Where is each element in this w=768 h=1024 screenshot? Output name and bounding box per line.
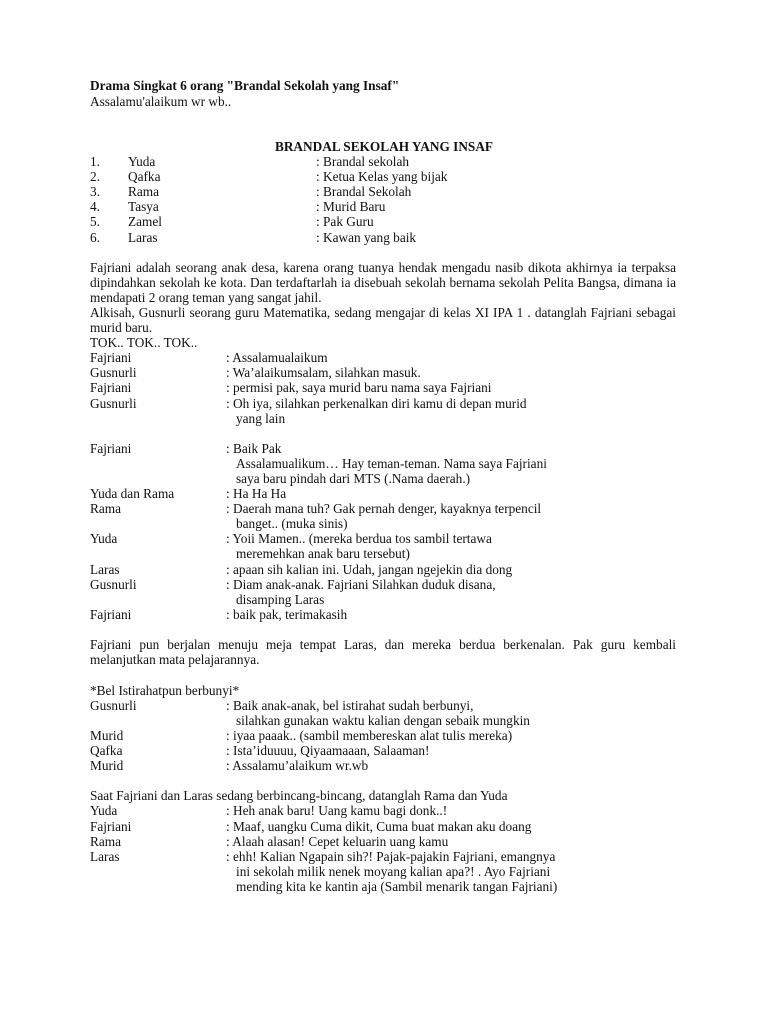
- narration-line: Saat Fajriani dan Laras sedang berbincang-bincang, datanglah Rama dan Yuda: [90, 788, 508, 803]
- dialogue-line: : Baik Pak: [226, 441, 282, 456]
- speaker-name: Gusnurli: [90, 365, 137, 380]
- cast-role: : Ketua Kelas yang bijak: [316, 169, 448, 184]
- speaker-name: Rama: [90, 834, 122, 849]
- dialogue-line: : permisi pak, saya murid baru nama saya Fajriani: [226, 380, 492, 395]
- cast-role: : Pak Guru: [316, 214, 374, 229]
- dialogue-line: : Baik anak-anak, bel istirahat sudah berbunyi,: [226, 698, 474, 713]
- dialogue-line: : Daerah mana tuh? Gak pernah denger, kayaknya terpencil: [226, 501, 542, 516]
- dialogue-line: : Assalamualaikum: [226, 350, 328, 365]
- cast-role: : Murid Baru: [316, 199, 386, 214]
- greeting-line: Assalamu'alaikum wr wb..: [90, 94, 232, 109]
- dialogue-line: : Maaf, uangku Cuma dikit, Cuma buat makan aku doang: [226, 819, 532, 834]
- cast-number: 3.: [90, 184, 100, 199]
- dialogue-line: : Ista’iduuuu, Qiyaamaaan, Salaaman!: [226, 743, 430, 758]
- dialogue-line: : Heh anak baru! Uang kamu bagi donk..!: [226, 803, 448, 818]
- cast-name: Tasya: [128, 199, 159, 214]
- dialogue-line: : Yoii Mamen.. (mereka berdua tos sambil tertawa: [226, 531, 492, 546]
- cast-number: 5.: [90, 214, 100, 229]
- dialogue-continuation: ini sekolah milik nenek moyang kalian apa?! . Ayo Fajriani: [236, 864, 551, 879]
- dialogue-continuation: mending kita ke kantin aja (Sambil menarik tangan Fajriani): [236, 879, 558, 894]
- speaker-name: Laras: [90, 562, 120, 577]
- dialogue-continuation: saya baru pindah dari MTS (.Nama daerah.): [236, 471, 471, 486]
- speaker-name: Gusnurli: [90, 698, 137, 713]
- dialogue-continuation: banget.. (muka sinis): [236, 516, 348, 531]
- cast-number: 4.: [90, 199, 100, 214]
- dialogue-continuation: meremehkan anak baru tersebut): [236, 546, 410, 561]
- speaker-name: Murid: [90, 728, 124, 743]
- intro-paragraph: Alkisah, Gusnurli seorang guru Matematika, sedang mengajar di kelas XI IPA 1 . datanglah Fajriani sebagai murid baru.: [90, 305, 676, 336]
- dialogue-continuation: Assalamualikum… Hay teman-teman. Nama saya Fajriani: [236, 456, 547, 471]
- speaker-name: Yuda: [90, 531, 118, 546]
- cast-number: 1.: [90, 154, 100, 169]
- speaker-name: Qafka: [90, 743, 123, 758]
- dialogue-continuation: yang lain: [236, 411, 286, 426]
- speaker-name: Laras: [90, 849, 120, 864]
- dialogue-line: : iyaa paaak.. (sambil membereskan alat tulis mereka): [226, 728, 513, 743]
- stage-direction: *Bel Istirahatpun berbunyi*: [90, 683, 240, 698]
- dialogue-continuation: disamping Laras: [236, 592, 325, 607]
- dialogue-line: : Diam anak-anak. Fajriani Silahkan duduk disana,: [226, 577, 496, 592]
- dialogue-line: : Alaah alasan! Cepet keluarin uang kamu: [226, 834, 449, 849]
- cast-name: Laras: [128, 230, 158, 245]
- dialogue-line: : apaan sih kalian ini. Udah, jangan ngejekin dia dong: [226, 562, 513, 577]
- speaker-name: Rama: [90, 501, 122, 516]
- dialogue-line: : Ha Ha Ha: [226, 486, 287, 501]
- cast-role: : Kawan yang baik: [316, 230, 417, 245]
- dialogue-continuation: silahkan gunakan waktu kalian dengan sebaik mungkin: [236, 713, 530, 728]
- cast-name: Qafka: [128, 169, 161, 184]
- speaker-name: Murid: [90, 758, 124, 773]
- speaker-name: Fajriani: [90, 350, 132, 365]
- cast-name: Zamel: [128, 214, 162, 229]
- speaker-name: Gusnurli: [90, 396, 137, 411]
- intro-paragraph: Fajriani adalah seorang anak desa, karena orang tuanya hendak mengadu nasib dikota akhirnya ia terpaksa dipindahkan sekolah ke kota. Dan terdaftarlah ia disebuah sekolah bernama sekolah Pelita Bangsa, dimana ia mendapati 2 orang teman yang sangat jahil.: [90, 260, 676, 306]
- document-title: Drama Singkat 6 orang "Brandal Sekolah yang Insaf": [90, 78, 400, 93]
- dialogue-line: : Wa’alaikumsalam, silahkan masuk.: [226, 365, 421, 380]
- narration-paragraph: Fajriani pun berjalan menuju meja tempat Laras, dan mereka berdua berkenalan. Pak guru kembali melanjutkan mata pelajarannya.: [90, 637, 676, 668]
- cast-name: Yuda: [128, 154, 156, 169]
- speaker-name: Yuda dan Rama: [90, 486, 175, 501]
- play-title: BRANDAL SEKOLAH YANG INSAF: [274, 139, 494, 154]
- dialogue-line: : Assalamu’alaikum wr.wb: [226, 758, 369, 773]
- speaker-name: Yuda: [90, 803, 118, 818]
- speaker-name: Fajriani: [90, 380, 132, 395]
- speaker-name: Fajriani: [90, 441, 132, 456]
- cast-role: : Brandal Sekolah: [316, 184, 412, 199]
- knock-line: TOK.. TOK.. TOK..: [90, 335, 198, 350]
- cast-role: : Brandal sekolah: [316, 154, 410, 169]
- speaker-name: Fajriani: [90, 819, 132, 834]
- cast-name: Rama: [128, 184, 160, 199]
- cast-number: 2.: [90, 169, 100, 184]
- speaker-name: Gusnurli: [90, 577, 137, 592]
- dialogue-line: : Oh iya, silahkan perkenalkan diri kamu di depan murid: [226, 396, 527, 411]
- cast-number: 6.: [90, 230, 100, 245]
- dialogue-line: : baik pak, terimakasih: [226, 607, 348, 622]
- speaker-name: Fajriani: [90, 607, 132, 622]
- dialogue-line: : ehh! Kalian Ngapain sih?! Pajak-pajakin Fajriani, emangnya: [226, 849, 556, 864]
